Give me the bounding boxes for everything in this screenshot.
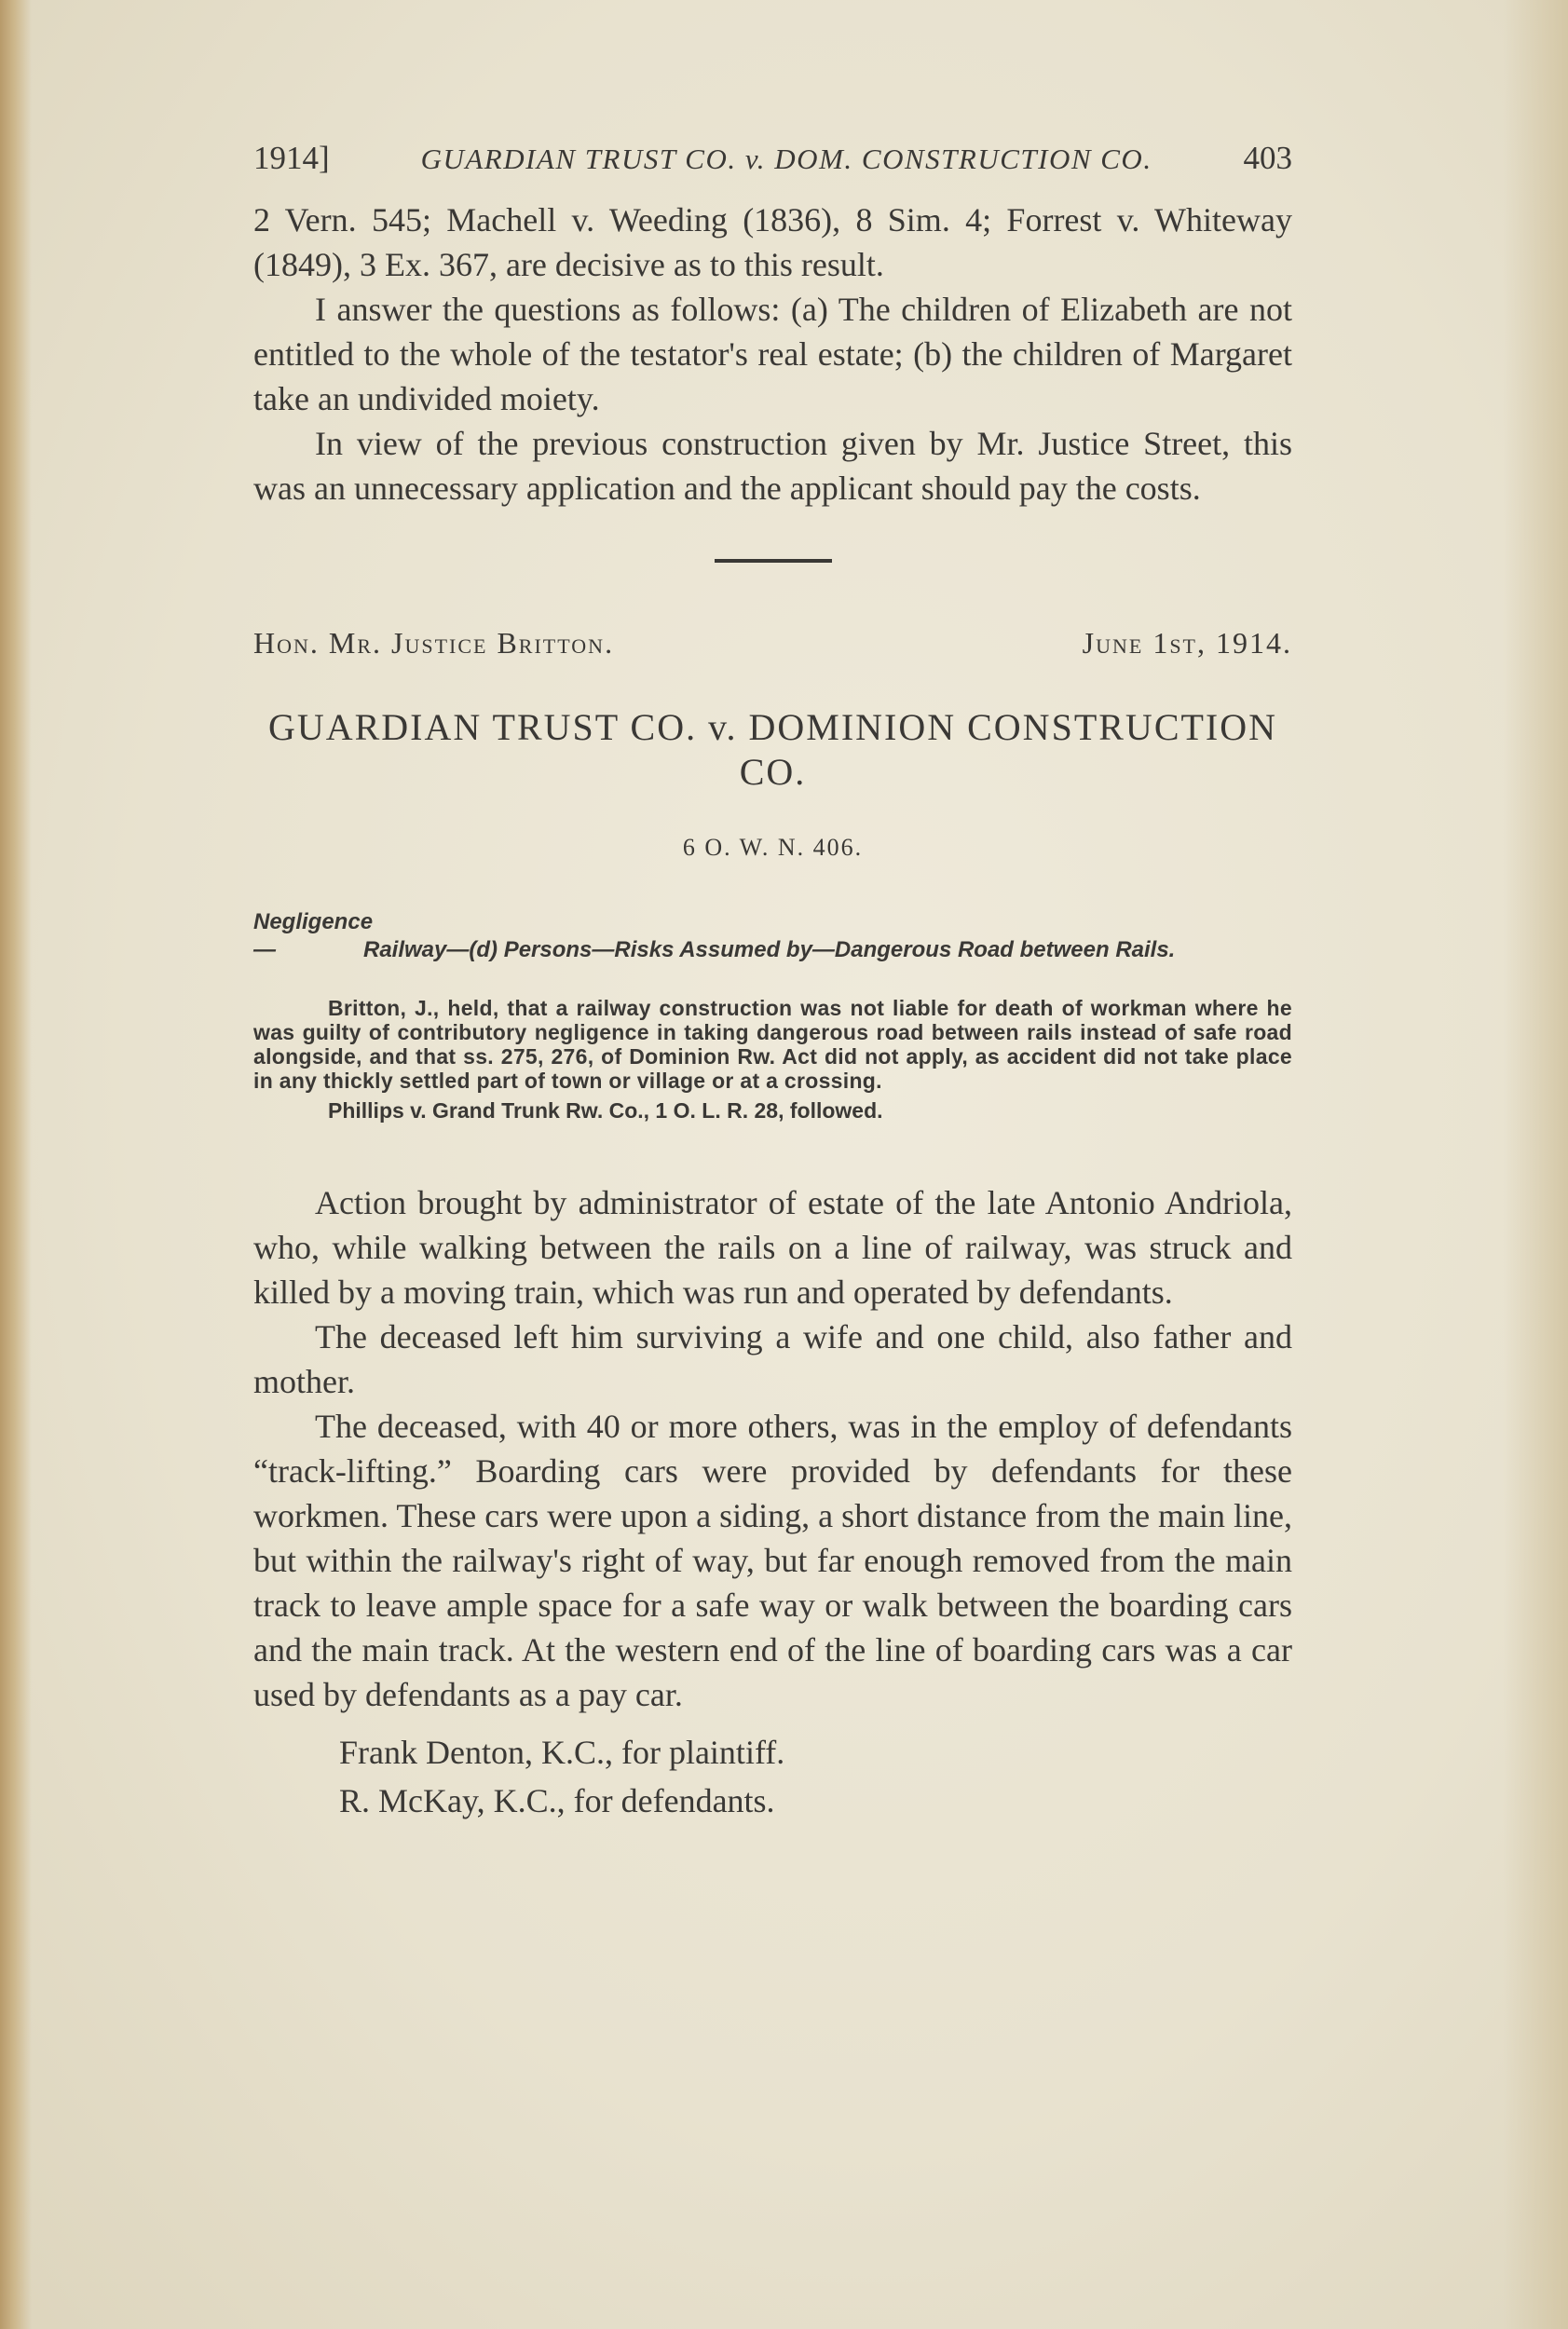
running-head-title: GUARDIAN TRUST CO. v. DOM. CONSTRUCTION CO. bbox=[420, 143, 1152, 175]
paragraph-citations: 2 Vern. 545; Machell v. Weeding (1836), 8 Sim. 4; Forrest v. Whiteway (1849), 3 Ex. 367, are decisive as to this result. bbox=[253, 201, 1292, 283]
case-title: GUARDIAN TRUST CO. v. DOMINION CONSTRUCTION CO. bbox=[267, 706, 1278, 793]
paragraph-action: Action brought by administrator of estate of the late Antonio Andriola, who, while walking between the rails on a line of railway, was struck and killed by a moving train, which was run and operated by defendants. bbox=[253, 1184, 1292, 1311]
followed-case: Phillips v. Grand Trunk Rw. Co., 1 O. L. R. 28, followed. bbox=[328, 1098, 883, 1123]
judge-line bbox=[253, 626, 1292, 661]
catchwords-rest: Railway—(d) Persons—Risks Assumed by—Dangerous Road between Rails. bbox=[363, 937, 1176, 962]
running-head bbox=[253, 140, 1292, 177]
paragraph-answers: I answer the questions as follows: (a) The children of Elizabeth are not entitled to the whole of the testator's real estate; (b) the children of Margaret take an undivided moiety. bbox=[253, 291, 1292, 417]
catchwords bbox=[253, 908, 1292, 964]
page-left-edge bbox=[0, 0, 32, 2329]
judge-name: Hon. Mr. Justice Britton. bbox=[253, 626, 615, 660]
page-content bbox=[253, 140, 1292, 1823]
paragraph-costs: In view of the previous construction given by Mr. Justice Street, this was an unnecessary application and the applicant should pay the costs. bbox=[253, 425, 1292, 507]
headnote: Britton, J., held, that a railway construction was not liable for death of workman where he was guilty of contributory negligence in taking dangerous road between rails instead of safe road alongside, and that ss. 275, 276, of Dominion Rw. Act did not apply, as accident did not take place in any thickly settled part of town or village or at a crossing. bbox=[253, 996, 1292, 1093]
paragraph-facts: The deceased, with 40 or more others, was in the employ of defendants “track-lifting.” Boarding cars were provided by defendants for these workmen. These cars were upon a siding, a short distance from the main line, but within the railway's right of way, but far enough removed from the main track to leave ample space for a safe way or walk between the boarding cars and the main track. At the western end of the line of boarding cars was a car used by defendants as a pay car. bbox=[253, 1408, 1293, 1713]
page-right-edge bbox=[1503, 0, 1568, 2329]
counsel-defendants: R. McKay, K.C., for defendants. bbox=[339, 1782, 775, 1819]
judgment-date: June 1st, 1914. bbox=[1082, 626, 1292, 660]
paragraph-survivors: The deceased left him surviving a wife and one child, also father and mother. bbox=[253, 1318, 1292, 1400]
report-citation: 6 O. W. N. 406. bbox=[682, 834, 864, 861]
counsel-plaintiff: Frank Denton, K.C., for plaintiff. bbox=[339, 1734, 785, 1771]
running-head-year: 1914] bbox=[253, 140, 330, 176]
catchwords-lead: Negligence— bbox=[253, 909, 374, 962]
page-number: 403 bbox=[1243, 140, 1292, 176]
section-divider bbox=[715, 559, 832, 563]
